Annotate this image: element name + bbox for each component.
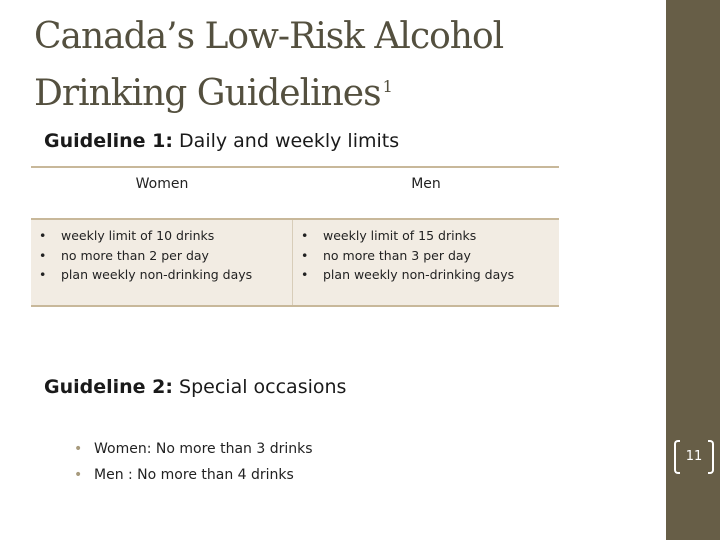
list-item: • weekly limit of 10 drinks: [39, 228, 215, 243]
women-limits-cell: [31, 220, 293, 305]
page-title: [34, 12, 634, 119]
list-item: • Women: No more than 3 drinks: [74, 441, 313, 457]
guideline-1-label: Guideline 1:: [44, 130, 173, 152]
guideline-2-heading: [44, 376, 346, 398]
women-limit-3: plan weekly non-drinking days: [61, 267, 253, 282]
title-line-2: [34, 62, 634, 119]
title-footnote-mark: 1: [382, 77, 392, 96]
guideline-1-heading: [44, 130, 399, 152]
list-item: • plan weekly non-drinking days: [301, 267, 515, 282]
list-item: • no more than 3 per day: [301, 247, 471, 263]
page-number: 11: [674, 440, 714, 474]
men-limit-1: weekly limit of 15 drinks: [323, 228, 477, 243]
men-limit-3: plan weekly non-drinking days: [323, 267, 515, 282]
title-line-2-text: Drinking Guidelines: [34, 73, 381, 114]
occasion-men: Men : No more than 4 drinks: [94, 467, 294, 483]
list-item: • plan weekly non-drinking days: [39, 267, 253, 282]
occasion-women: Women: No more than 3 drinks: [94, 441, 313, 457]
list-item: • Men : No more than 4 drinks: [74, 467, 294, 483]
limits-table: [31, 166, 559, 307]
women-limit-2: no more than 2 per day: [61, 247, 209, 263]
table-body-row: [31, 220, 559, 307]
men-limits-cell: [293, 220, 559, 305]
guideline-2-text: Special occasions: [179, 376, 347, 398]
guideline-2-label: Guideline 2:: [44, 376, 173, 398]
list-item: • weekly limit of 15 drinks: [301, 228, 477, 243]
women-limit-1: weekly limit of 10 drinks: [61, 228, 215, 243]
men-limit-2: no more than 3 per day: [323, 247, 471, 263]
guideline-1-text: Daily and weekly limits: [179, 130, 400, 152]
table-header-row: [31, 166, 559, 220]
title-line-1: Canada’s Low-Risk Alcohol: [34, 16, 504, 57]
list-item: • no more than 2 per day: [39, 247, 209, 263]
header-women: Women: [135, 176, 189, 192]
special-occasions-list: [74, 436, 313, 488]
header-men: Men: [411, 176, 441, 192]
